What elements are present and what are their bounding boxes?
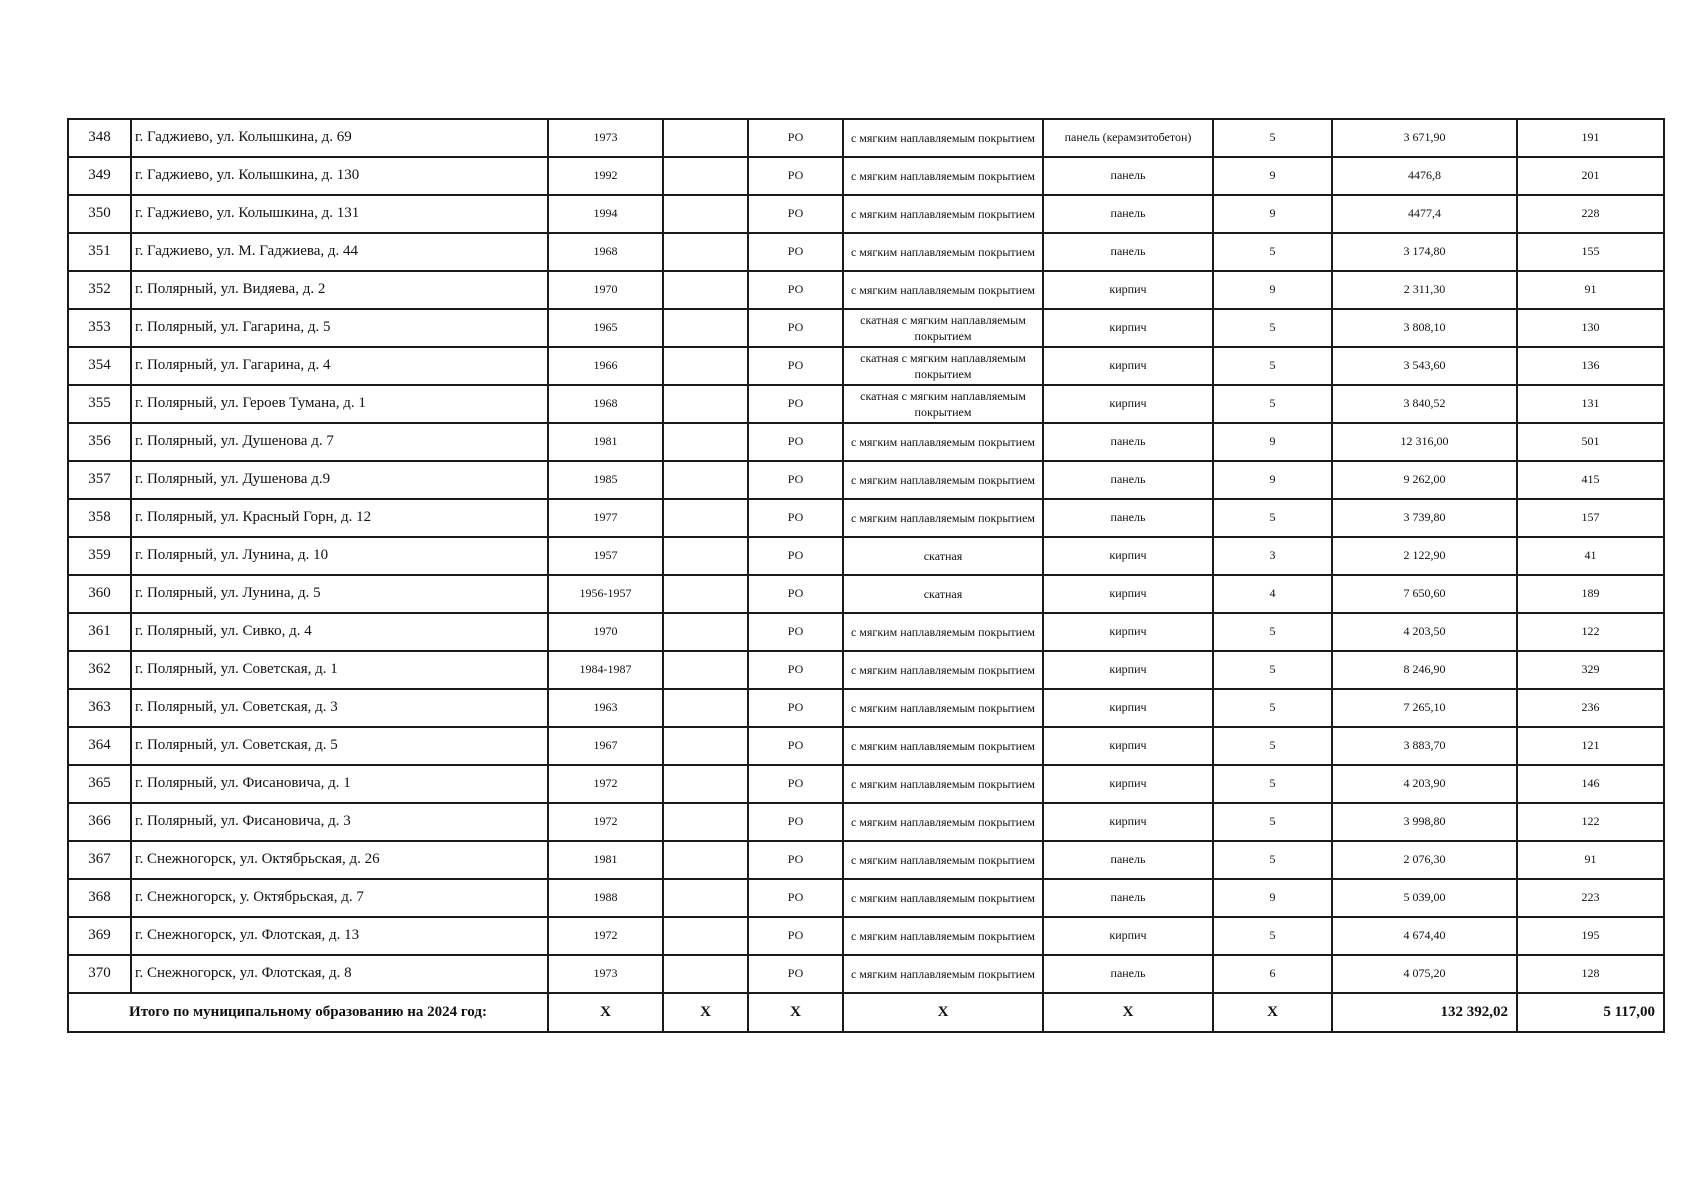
cell-residents: 122 (1517, 613, 1664, 651)
cell-floors: 5 (1213, 499, 1332, 537)
table-row (68, 347, 1664, 385)
cell-floors: 5 (1213, 803, 1332, 841)
cell-area: 2 311,30 (1332, 271, 1517, 309)
cell-residents: 122 (1517, 803, 1664, 841)
cell-ro: РО (748, 651, 843, 689)
table-row (68, 803, 1664, 841)
cell-ro: РО (748, 271, 843, 309)
cell-address: г. Полярный, ул. Душенова д. 7 (131, 423, 548, 461)
cell-number: 359 (68, 537, 131, 575)
cell-area: 2 122,90 (1332, 537, 1517, 575)
cell-area: 4 075,20 (1332, 955, 1517, 993)
cell-number: 353 (68, 309, 131, 347)
total-year-mark: X (548, 993, 663, 1032)
cell-number: 352 (68, 271, 131, 309)
cell-roof-type: с мягким наплавляемым покрытием (843, 765, 1043, 803)
cell-roof-type: с мягким наплавляемым покрытием (843, 955, 1043, 993)
cell-area: 3 883,70 (1332, 727, 1517, 765)
cell-year: 1981 (548, 841, 663, 879)
cell-number: 362 (68, 651, 131, 689)
cell-number: 349 (68, 157, 131, 195)
table-row (68, 309, 1664, 347)
cell-ro: РО (748, 841, 843, 879)
cell-area: 4 674,40 (1332, 917, 1517, 955)
cell-year: 1965 (548, 309, 663, 347)
cell-area: 3 739,80 (1332, 499, 1517, 537)
cell-year: 1968 (548, 233, 663, 271)
table-row (68, 955, 1664, 993)
cell-empty (663, 613, 748, 651)
cell-year: 1957 (548, 537, 663, 575)
cell-floors: 4 (1213, 575, 1332, 613)
cell-roof-type: с мягким наплавляемым покрытием (843, 195, 1043, 233)
cell-roof-type: с мягким наплавляемым покрытием (843, 841, 1043, 879)
cell-wall-material: кирпич (1043, 917, 1213, 955)
cell-wall-material: кирпич (1043, 575, 1213, 613)
cell-area: 3 671,90 (1332, 119, 1517, 157)
cell-year: 1977 (548, 499, 663, 537)
cell-wall-material: кирпич (1043, 309, 1213, 347)
cell-year: 1972 (548, 765, 663, 803)
cell-number: 363 (68, 689, 131, 727)
cell-floors: 9 (1213, 157, 1332, 195)
cell-floors: 3 (1213, 537, 1332, 575)
cell-empty (663, 879, 748, 917)
cell-wall-material: кирпич (1043, 689, 1213, 727)
cell-area: 3 808,10 (1332, 309, 1517, 347)
cell-empty (663, 841, 748, 879)
cell-address: г. Полярный, ул. Лунина, д. 5 (131, 575, 548, 613)
cell-residents: 501 (1517, 423, 1664, 461)
cell-area: 4 203,50 (1332, 613, 1517, 651)
cell-residents: 131 (1517, 385, 1664, 423)
cell-empty (663, 271, 748, 309)
cell-wall-material: панель (1043, 423, 1213, 461)
cell-year: 1967 (548, 727, 663, 765)
cell-empty (663, 461, 748, 499)
cell-roof-type: с мягким наплавляемым покрытием (843, 119, 1043, 157)
cell-roof-type: с мягким наплавляемым покрытием (843, 233, 1043, 271)
table-row (68, 233, 1664, 271)
table-row (68, 575, 1664, 613)
cell-residents: 329 (1517, 651, 1664, 689)
cell-year: 1970 (548, 271, 663, 309)
cell-address: г. Полярный, ул. Советская, д. 3 (131, 689, 548, 727)
cell-area: 2 076,30 (1332, 841, 1517, 879)
cell-address: г. Снежногорск, ул. Октябрьская, д. 26 (131, 841, 548, 879)
cell-area: 4476,8 (1332, 157, 1517, 195)
cell-year: 1981 (548, 423, 663, 461)
cell-number: 356 (68, 423, 131, 461)
cell-area: 5 039,00 (1332, 879, 1517, 917)
cell-year: 1973 (548, 119, 663, 157)
cell-empty (663, 651, 748, 689)
cell-residents: 415 (1517, 461, 1664, 499)
cell-year: 1984-1987 (548, 651, 663, 689)
cell-residents: 195 (1517, 917, 1664, 955)
cell-roof-type: скатная (843, 575, 1043, 613)
cell-ro: РО (748, 423, 843, 461)
cell-number: 357 (68, 461, 131, 499)
cell-wall-material: кирпич (1043, 765, 1213, 803)
cell-residents: 91 (1517, 271, 1664, 309)
cell-floors: 9 (1213, 423, 1332, 461)
cell-year: 1992 (548, 157, 663, 195)
cell-address: г. Полярный, ул. Лунина, д. 10 (131, 537, 548, 575)
table-row (68, 765, 1664, 803)
cell-area: 3 174,80 (1332, 233, 1517, 271)
cell-residents: 155 (1517, 233, 1664, 271)
cell-ro: РО (748, 955, 843, 993)
cell-ro: РО (748, 613, 843, 651)
cell-year: 1972 (548, 803, 663, 841)
cell-ro: РО (748, 119, 843, 157)
cell-wall-material: панель (1043, 195, 1213, 233)
cell-year: 1985 (548, 461, 663, 499)
cell-number: 364 (68, 727, 131, 765)
table-row (68, 157, 1664, 195)
cell-address: г. Снежногорск, у. Октябрьская, д. 7 (131, 879, 548, 917)
cell-floors: 5 (1213, 689, 1332, 727)
cell-number: 361 (68, 613, 131, 651)
cell-floors: 5 (1213, 917, 1332, 955)
cell-area: 4 203,90 (1332, 765, 1517, 803)
cell-empty (663, 727, 748, 765)
cell-ro: РО (748, 385, 843, 423)
table-row (68, 385, 1664, 423)
cell-wall-material: панель (1043, 499, 1213, 537)
cell-roof-type: с мягким наплавляемым покрытием (843, 879, 1043, 917)
cell-floors: 5 (1213, 309, 1332, 347)
cell-area: 9 262,00 (1332, 461, 1517, 499)
cell-roof-type: с мягким наплавляемым покрытием (843, 499, 1043, 537)
cell-wall-material: кирпич (1043, 537, 1213, 575)
cell-year: 1994 (548, 195, 663, 233)
cell-empty (663, 765, 748, 803)
cell-wall-material: панель (1043, 841, 1213, 879)
cell-floors: 5 (1213, 727, 1332, 765)
cell-ro: РО (748, 157, 843, 195)
cell-ro: РО (748, 499, 843, 537)
cell-roof-type: с мягким наплавляемым покрытием (843, 727, 1043, 765)
cell-number: 350 (68, 195, 131, 233)
table-row (68, 119, 1664, 157)
cell-wall-material: кирпич (1043, 347, 1213, 385)
cell-year: 1963 (548, 689, 663, 727)
housing-table (67, 118, 1665, 1033)
total-floors-mark: X (1213, 993, 1332, 1032)
cell-area: 4477,4 (1332, 195, 1517, 233)
cell-address: г. Полярный, ул. Гагарина, д. 5 (131, 309, 548, 347)
cell-roof-type: с мягким наплавляемым покрытием (843, 271, 1043, 309)
cell-ro: РО (748, 461, 843, 499)
cell-residents: 189 (1517, 575, 1664, 613)
cell-residents: 121 (1517, 727, 1664, 765)
cell-floors: 5 (1213, 233, 1332, 271)
cell-floors: 5 (1213, 841, 1332, 879)
table-row (68, 271, 1664, 309)
cell-wall-material: панель (1043, 879, 1213, 917)
cell-empty (663, 233, 748, 271)
total-blank-mark: X (663, 993, 748, 1032)
cell-address: г. Полярный, ул. Советская, д. 1 (131, 651, 548, 689)
cell-residents: 146 (1517, 765, 1664, 803)
cell-address: г. Полярный, ул. Красный Горн, д. 12 (131, 499, 548, 537)
cell-number: 355 (68, 385, 131, 423)
cell-roof-type: с мягким наплавляемым покрытием (843, 157, 1043, 195)
cell-number: 351 (68, 233, 131, 271)
total-roof-mark: X (843, 993, 1043, 1032)
cell-floors: 9 (1213, 195, 1332, 233)
total-wall-mark: X (1043, 993, 1213, 1032)
cell-wall-material: кирпич (1043, 727, 1213, 765)
cell-area: 12 316,00 (1332, 423, 1517, 461)
cell-roof-type: скатная с мягким наплавляемым покрытием (843, 309, 1043, 347)
cell-roof-type: скатная с мягким наплавляемым покрытием (843, 347, 1043, 385)
table-row (68, 727, 1664, 765)
cell-number: 369 (68, 917, 131, 955)
cell-year: 1970 (548, 613, 663, 651)
cell-area: 7 650,60 (1332, 575, 1517, 613)
cell-residents: 157 (1517, 499, 1664, 537)
cell-ro: РО (748, 233, 843, 271)
table-row (68, 613, 1664, 651)
cell-residents: 201 (1517, 157, 1664, 195)
cell-floors: 5 (1213, 119, 1332, 157)
cell-empty (663, 195, 748, 233)
cell-year: 1966 (548, 347, 663, 385)
cell-ro: РО (748, 917, 843, 955)
cell-wall-material: кирпич (1043, 271, 1213, 309)
cell-residents: 191 (1517, 119, 1664, 157)
cell-floors: 5 (1213, 613, 1332, 651)
cell-residents: 41 (1517, 537, 1664, 575)
cell-roof-type: с мягким наплавляемым покрытием (843, 651, 1043, 689)
cell-address: г. Полярный, ул. Фисановича, д. 3 (131, 803, 548, 841)
cell-wall-material: панель (1043, 461, 1213, 499)
cell-ro: РО (748, 309, 843, 347)
table-row (68, 651, 1664, 689)
cell-residents: 236 (1517, 689, 1664, 727)
cell-roof-type: с мягким наплавляемым покрытием (843, 917, 1043, 955)
cell-wall-material: панель (1043, 233, 1213, 271)
cell-address: г. Гаджиево, ул. Колышкина, д. 69 (131, 119, 548, 157)
cell-roof-type: с мягким наплавляемым покрытием (843, 461, 1043, 499)
cell-empty (663, 803, 748, 841)
cell-empty (663, 119, 748, 157)
cell-wall-material: панель (керамзитобетон) (1043, 119, 1213, 157)
cell-roof-type: с мягким наплавляемым покрытием (843, 803, 1043, 841)
cell-area: 7 265,10 (1332, 689, 1517, 727)
cell-number: 358 (68, 499, 131, 537)
cell-ro: РО (748, 803, 843, 841)
cell-residents: 223 (1517, 879, 1664, 917)
cell-address: г. Гаджиево, ул. М. Гаджиева, д. 44 (131, 233, 548, 271)
table-row (68, 917, 1664, 955)
cell-empty (663, 917, 748, 955)
table-row (68, 841, 1664, 879)
cell-wall-material: панель (1043, 955, 1213, 993)
cell-residents: 130 (1517, 309, 1664, 347)
cell-wall-material: кирпич (1043, 651, 1213, 689)
cell-address: г. Полярный, ул. Душенова д.9 (131, 461, 548, 499)
cell-area: 8 246,90 (1332, 651, 1517, 689)
cell-address: г. Гаджиево, ул. Колышкина, д. 131 (131, 195, 548, 233)
cell-address: г. Полярный, ул. Видяева, д. 2 (131, 271, 548, 309)
cell-residents: 91 (1517, 841, 1664, 879)
cell-wall-material: кирпич (1043, 613, 1213, 651)
cell-year: 1972 (548, 917, 663, 955)
cell-number: 367 (68, 841, 131, 879)
cell-floors: 9 (1213, 271, 1332, 309)
cell-address: г. Полярный, ул. Героев Тумана, д. 1 (131, 385, 548, 423)
cell-roof-type: скатная с мягким наплавляемым покрытием (843, 385, 1043, 423)
cell-area: 3 543,60 (1332, 347, 1517, 385)
cell-address: г. Снежногорск, ул. Флотская, д. 8 (131, 955, 548, 993)
cell-floors: 5 (1213, 385, 1332, 423)
cell-empty (663, 309, 748, 347)
cell-number: 365 (68, 765, 131, 803)
cell-ro: РО (748, 765, 843, 803)
cell-empty (663, 347, 748, 385)
total-label: Итого по муниципальному образованию на 2024 год: (68, 993, 548, 1032)
cell-floors: 5 (1213, 651, 1332, 689)
cell-number: 368 (68, 879, 131, 917)
cell-year: 1988 (548, 879, 663, 917)
cell-area: 3 840,52 (1332, 385, 1517, 423)
cell-floors: 5 (1213, 347, 1332, 385)
cell-ro: РО (748, 537, 843, 575)
cell-ro: РО (748, 195, 843, 233)
cell-empty (663, 575, 748, 613)
table-row (68, 423, 1664, 461)
cell-floors: 9 (1213, 879, 1332, 917)
table-row (68, 879, 1664, 917)
cell-address: г. Полярный, ул. Фисановича, д. 1 (131, 765, 548, 803)
table-row (68, 461, 1664, 499)
cell-empty (663, 689, 748, 727)
table-row (68, 499, 1664, 537)
cell-empty (663, 423, 748, 461)
cell-year: 1968 (548, 385, 663, 423)
cell-residents: 128 (1517, 955, 1664, 993)
total-ro-mark: X (748, 993, 843, 1032)
cell-address: г. Полярный, ул. Сивко, д. 4 (131, 613, 548, 651)
cell-wall-material: кирпич (1043, 385, 1213, 423)
cell-floors: 9 (1213, 461, 1332, 499)
total-residents: 5 117,00 (1517, 993, 1664, 1032)
cell-roof-type: с мягким наплавляемым покрытием (843, 689, 1043, 727)
cell-number: 366 (68, 803, 131, 841)
cell-ro: РО (748, 727, 843, 765)
cell-year: 1973 (548, 955, 663, 993)
cell-address: г. Полярный, ул. Гагарина, д. 4 (131, 347, 548, 385)
cell-address: г. Полярный, ул. Советская, д. 5 (131, 727, 548, 765)
cell-ro: РО (748, 347, 843, 385)
cell-roof-type: с мягким наплавляемым покрытием (843, 423, 1043, 461)
total-row (68, 993, 1664, 1032)
cell-roof-type: с мягким наплавляемым покрытием (843, 613, 1043, 651)
table-row (68, 689, 1664, 727)
cell-empty (663, 499, 748, 537)
cell-number: 348 (68, 119, 131, 157)
cell-roof-type: скатная (843, 537, 1043, 575)
cell-wall-material: кирпич (1043, 803, 1213, 841)
cell-area: 3 998,80 (1332, 803, 1517, 841)
cell-empty (663, 157, 748, 195)
table-row (68, 537, 1664, 575)
cell-wall-material: панель (1043, 157, 1213, 195)
cell-address: г. Гаджиево, ул. Колышкина, д. 130 (131, 157, 548, 195)
cell-ro: РО (748, 575, 843, 613)
cell-residents: 228 (1517, 195, 1664, 233)
cell-number: 354 (68, 347, 131, 385)
cell-ro: РО (748, 689, 843, 727)
cell-empty (663, 955, 748, 993)
table-row (68, 195, 1664, 233)
cell-floors: 6 (1213, 955, 1332, 993)
cell-year: 1956-1957 (548, 575, 663, 613)
cell-floors: 5 (1213, 765, 1332, 803)
cell-empty (663, 537, 748, 575)
total-area: 132 392,02 (1332, 993, 1517, 1032)
cell-residents: 136 (1517, 347, 1664, 385)
cell-ro: РО (748, 879, 843, 917)
table-body (68, 119, 1664, 1032)
cell-number: 370 (68, 955, 131, 993)
cell-address: г. Снежногорск, ул. Флотская, д. 13 (131, 917, 548, 955)
cell-number: 360 (68, 575, 131, 613)
cell-empty (663, 385, 748, 423)
